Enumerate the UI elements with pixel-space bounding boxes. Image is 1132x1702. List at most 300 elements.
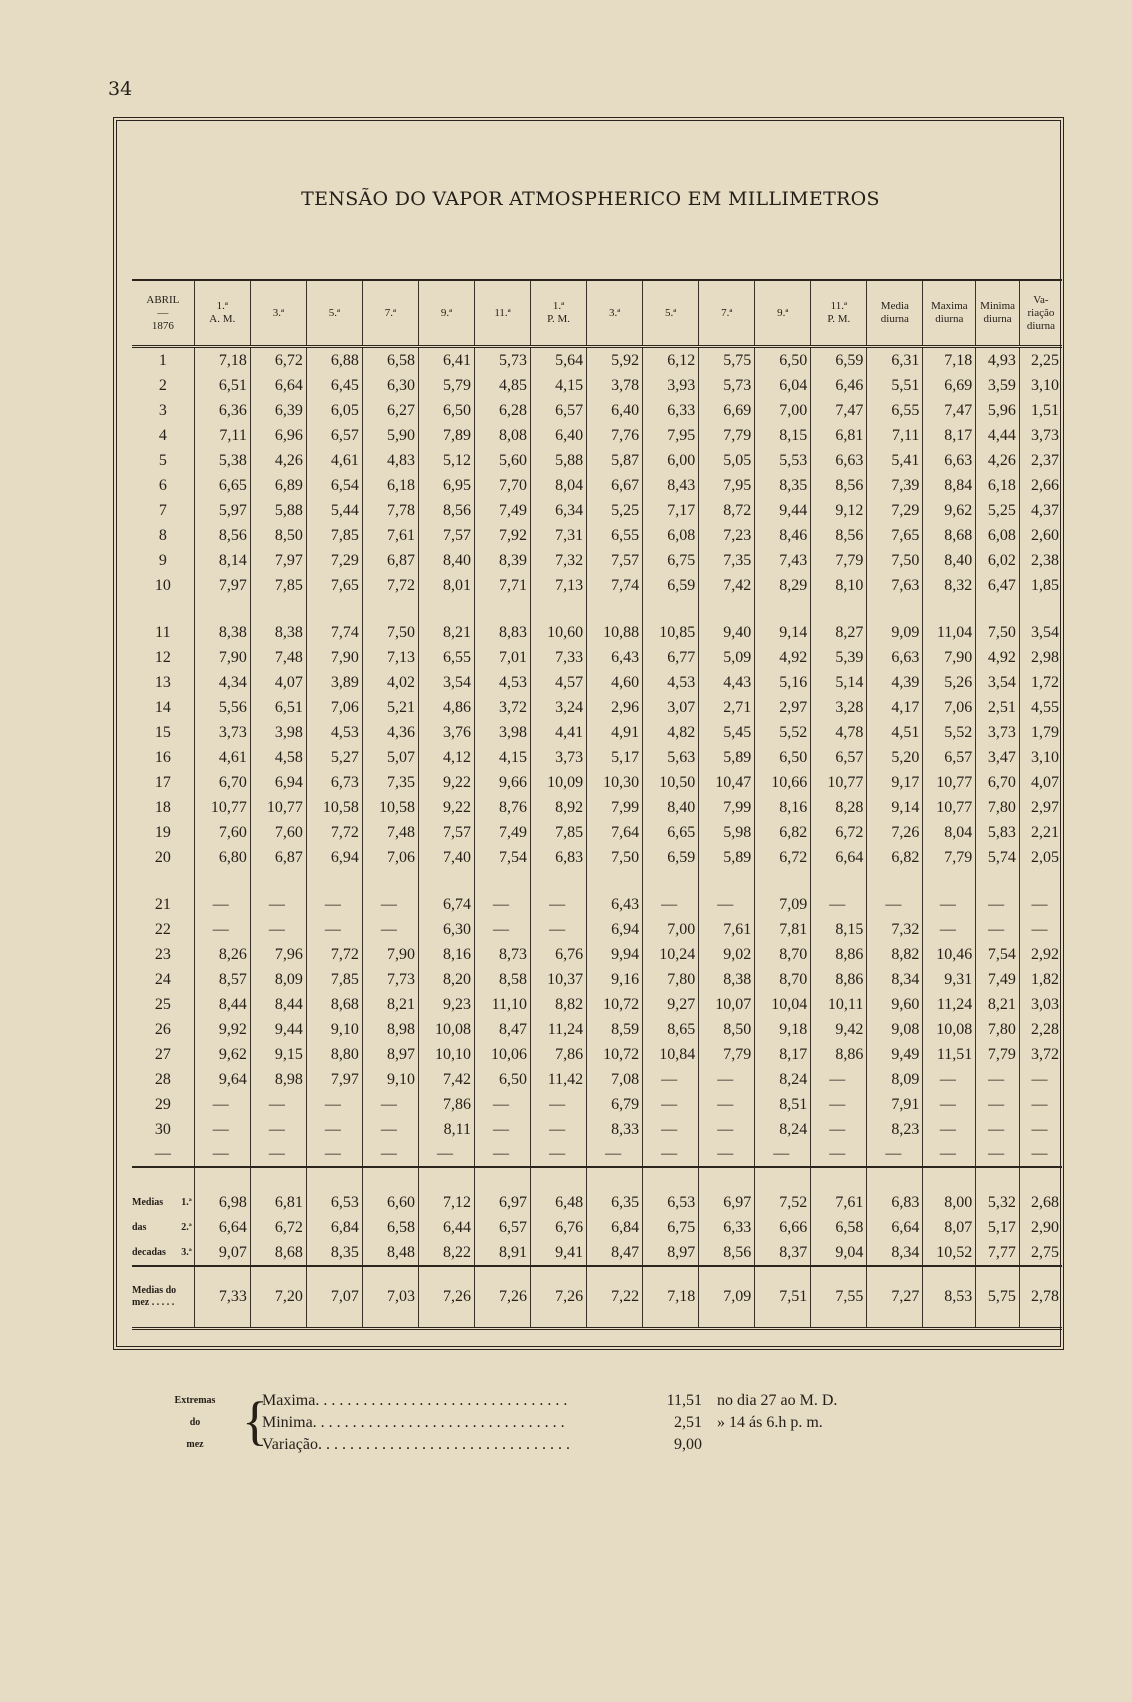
- value-cell: 8,51: [755, 1092, 811, 1117]
- value-cell: 6,50: [755, 347, 811, 374]
- value-cell: 8,35: [306, 1240, 362, 1266]
- value-cell: 5,17: [976, 1215, 1020, 1240]
- value-cell: 5,44: [306, 498, 362, 523]
- value-cell: —: [699, 1142, 755, 1167]
- value-cell: 5,89: [699, 745, 755, 770]
- value-cell: 6,57: [531, 398, 587, 423]
- value-cell: 6,87: [362, 548, 418, 573]
- value-cell: 8,17: [923, 423, 976, 448]
- value-cell: 2,97: [755, 695, 811, 720]
- value-cell: 7,39: [867, 473, 923, 498]
- decade-gap: [132, 598, 1062, 620]
- value-cell: 6,40: [531, 423, 587, 448]
- value-cell: 5,51: [867, 373, 923, 398]
- value-cell: 4,07: [1019, 770, 1062, 795]
- table-row: [132, 795, 1062, 820]
- value-cell: 7,90: [194, 645, 250, 670]
- value-cell: 8,34: [867, 967, 923, 992]
- value-cell: 6,94: [306, 845, 362, 870]
- value-cell: 9,42: [811, 1017, 867, 1042]
- value-cell: 9,07: [194, 1240, 250, 1266]
- value-cell: 7,50: [362, 620, 418, 645]
- value-cell: —: [475, 892, 531, 917]
- value-cell: —: [811, 1117, 867, 1142]
- day-cell: 10: [154, 576, 171, 594]
- value-cell: 8,48: [362, 1240, 418, 1266]
- value-cell: 7,12: [418, 1190, 474, 1215]
- table-row: [132, 448, 1062, 473]
- value-cell: —: [306, 892, 362, 917]
- value-cell: 9,14: [867, 795, 923, 820]
- value-cell: 7,65: [867, 523, 923, 548]
- value-cell: 4,41: [531, 720, 587, 745]
- value-cell: 2,96: [587, 695, 643, 720]
- value-cell: 4,36: [362, 720, 418, 745]
- value-cell: 2,98: [1019, 645, 1062, 670]
- value-cell: —: [643, 1142, 699, 1167]
- value-cell: 4,85: [475, 373, 531, 398]
- extreme-maxima: Maxima. . . . . . . . . . . . . . . . . . . . . . . . . . . . . . . . 11,51 no dia 27 ao M. D.: [262, 1392, 838, 1409]
- value-cell: —: [643, 1117, 699, 1142]
- value-cell: 10,24: [643, 942, 699, 967]
- value-cell: 8,59: [587, 1017, 643, 1042]
- value-cell: 8,21: [362, 992, 418, 1017]
- value-cell: 7,42: [418, 1067, 474, 1092]
- value-cell: 6,57: [811, 745, 867, 770]
- value-cell: 7,86: [418, 1092, 474, 1117]
- value-cell: 9,64: [194, 1067, 250, 1092]
- header-row: [132, 280, 1062, 347]
- value-cell: 6,65: [194, 473, 250, 498]
- value-cell: 6,94: [587, 917, 643, 942]
- day-cell: 23: [154, 945, 171, 963]
- value-cell: —: [976, 1092, 1020, 1117]
- value-cell: 9,22: [418, 770, 474, 795]
- value-cell: 5,75: [699, 347, 755, 374]
- value-cell: 6,51: [250, 695, 306, 720]
- value-cell: 8,83: [475, 620, 531, 645]
- value-cell: 6,46: [811, 373, 867, 398]
- table-row: [132, 347, 1062, 374]
- value-cell: 6,36: [194, 398, 250, 423]
- value-cell: 5,73: [475, 347, 531, 374]
- value-cell: 4,26: [250, 448, 306, 473]
- value-cell: 8,38: [194, 620, 250, 645]
- value-cell: —: [194, 1117, 250, 1142]
- value-cell: 6,02: [976, 548, 1020, 573]
- value-cell: 6,39: [250, 398, 306, 423]
- value-cell: 4,58: [250, 745, 306, 770]
- value-cell: 9,44: [755, 498, 811, 523]
- value-cell: 8,47: [587, 1240, 643, 1266]
- value-cell: 7,13: [531, 573, 587, 598]
- value-cell: 10,58: [306, 795, 362, 820]
- value-cell: 7,06: [362, 845, 418, 870]
- value-cell: 11,10: [475, 992, 531, 1017]
- value-cell: 5,27: [306, 745, 362, 770]
- value-cell: 8,84: [923, 473, 976, 498]
- value-cell: 7,60: [194, 820, 250, 845]
- table-row: [132, 620, 1062, 645]
- month-average-row: [132, 1266, 1062, 1329]
- value-cell: 7,64: [587, 820, 643, 845]
- value-cell: 5,32: [976, 1190, 1020, 1215]
- value-cell: 6,47: [976, 573, 1020, 598]
- value-cell: 7,95: [699, 473, 755, 498]
- value-cell: 6,83: [531, 845, 587, 870]
- value-cell: 4,15: [531, 373, 587, 398]
- value-cell: 3,28: [811, 695, 867, 720]
- value-cell: 7,91: [867, 1092, 923, 1117]
- value-cell: 9,44: [250, 1017, 306, 1042]
- value-cell: —: [1019, 1117, 1062, 1142]
- value-cell: 7,26: [475, 1266, 531, 1329]
- value-cell: 10,47: [699, 770, 755, 795]
- value-cell: 4,60: [587, 670, 643, 695]
- value-cell: —: [194, 1142, 250, 1167]
- value-cell: 6,27: [362, 398, 418, 423]
- day-cell: 3: [158, 401, 167, 419]
- value-cell: 2,66: [1019, 473, 1062, 498]
- value-cell: —: [699, 892, 755, 917]
- table-row: [132, 670, 1062, 695]
- value-cell: 7,50: [587, 845, 643, 870]
- value-cell: 8,50: [699, 1017, 755, 1042]
- value-cell: 7,48: [250, 645, 306, 670]
- value-cell: 2,71: [699, 695, 755, 720]
- value-cell: 10,77: [194, 795, 250, 820]
- value-cell: 4,02: [362, 670, 418, 695]
- value-cell: —: [250, 1092, 306, 1117]
- value-cell: 8,40: [418, 548, 474, 573]
- value-cell: 6,43: [587, 645, 643, 670]
- value-cell: 7,08: [587, 1067, 643, 1092]
- value-cell: 6,50: [475, 1067, 531, 1092]
- value-cell: 7,01: [475, 645, 531, 670]
- value-cell: 5,63: [643, 745, 699, 770]
- table-row: [132, 942, 1062, 967]
- value-cell: 3,73: [531, 745, 587, 770]
- value-cell: 8,97: [362, 1042, 418, 1067]
- value-cell: 8,46: [755, 523, 811, 548]
- value-cell: 6,53: [306, 1190, 362, 1215]
- day-cell: 15: [154, 723, 171, 741]
- value-cell: —: [531, 1142, 587, 1167]
- value-cell: 6,57: [923, 745, 976, 770]
- value-cell: 6,59: [643, 845, 699, 870]
- value-cell: —: [531, 1092, 587, 1117]
- value-cell: 5,79: [418, 373, 474, 398]
- value-cell: 6,82: [867, 845, 923, 870]
- value-cell: 8,44: [194, 992, 250, 1017]
- table-row: [132, 967, 1062, 992]
- value-cell: 10,09: [531, 770, 587, 795]
- table-body: [132, 347, 1062, 1329]
- value-cell: —: [194, 1092, 250, 1117]
- value-cell: 6,35: [587, 1190, 643, 1215]
- value-cell: 8,50: [250, 523, 306, 548]
- value-cell: —: [306, 1117, 362, 1142]
- value-cell: 8,92: [531, 795, 587, 820]
- value-cell: 6,75: [643, 548, 699, 573]
- table-row: [132, 1017, 1062, 1042]
- value-cell: 9,66: [475, 770, 531, 795]
- value-cell: 4,53: [475, 670, 531, 695]
- value-cell: 6,84: [587, 1215, 643, 1240]
- value-cell: 6,95: [418, 473, 474, 498]
- day-cell: 9: [158, 551, 167, 569]
- value-cell: 11,51: [923, 1042, 976, 1067]
- value-cell: 4,57: [531, 670, 587, 695]
- value-cell: 2,92: [1019, 942, 1062, 967]
- value-cell: 7,26: [867, 820, 923, 845]
- value-cell: 8,82: [531, 992, 587, 1017]
- value-cell: 6,58: [362, 347, 418, 374]
- value-cell: 8,20: [418, 967, 474, 992]
- value-cell: 8,40: [923, 548, 976, 573]
- value-cell: 7,09: [699, 1266, 755, 1329]
- value-cell: 1,82: [1019, 967, 1062, 992]
- value-cell: 7,03: [362, 1266, 418, 1329]
- value-cell: 11,24: [531, 1017, 587, 1042]
- value-cell: 7,72: [306, 820, 362, 845]
- value-cell: 6,69: [699, 398, 755, 423]
- value-cell: —: [643, 892, 699, 917]
- day-cell: 28: [154, 1070, 171, 1088]
- decade-average-row: [132, 1240, 1062, 1266]
- value-cell: 8,56: [699, 1240, 755, 1266]
- value-cell: 7,99: [587, 795, 643, 820]
- value-cell: 10,88: [587, 620, 643, 645]
- value-cell: —: [867, 892, 923, 917]
- value-cell: 7,90: [923, 645, 976, 670]
- value-cell: 1,51: [1019, 398, 1062, 423]
- value-cell: 9,17: [867, 770, 923, 795]
- value-cell: 6,54: [306, 473, 362, 498]
- value-cell: 8,56: [194, 523, 250, 548]
- value-cell: 4,43: [699, 670, 755, 695]
- decade-average-row: [132, 1215, 1062, 1240]
- value-cell: 6,00: [643, 448, 699, 473]
- value-cell: 2,21: [1019, 820, 1062, 845]
- value-cell: 8,97: [643, 1240, 699, 1266]
- value-cell: 7,11: [867, 423, 923, 448]
- value-cell: 2,78: [1019, 1266, 1062, 1329]
- table-row: [132, 770, 1062, 795]
- value-cell: 7,73: [362, 967, 418, 992]
- value-cell: 4,34: [194, 670, 250, 695]
- value-cell: 9,60: [867, 992, 923, 1017]
- value-cell: 7,18: [194, 347, 250, 374]
- value-cell: —: [250, 1142, 306, 1167]
- value-cell: 3,98: [475, 720, 531, 745]
- day-cell: 22: [154, 920, 171, 938]
- value-cell: 8,40: [643, 795, 699, 820]
- value-cell: 5,52: [755, 720, 811, 745]
- value-cell: 7,35: [362, 770, 418, 795]
- value-cell: 6,65: [643, 820, 699, 845]
- value-cell: 5,73: [699, 373, 755, 398]
- value-cell: 1,72: [1019, 670, 1062, 695]
- value-cell: 8,24: [755, 1067, 811, 1092]
- value-cell: 4,61: [194, 745, 250, 770]
- value-cell: 7,27: [867, 1266, 923, 1329]
- value-cell: 6,64: [250, 373, 306, 398]
- value-cell: 1,79: [1019, 720, 1062, 745]
- value-cell: —: [976, 892, 1020, 917]
- value-cell: 7,81: [755, 917, 811, 942]
- value-cell: 7,90: [306, 645, 362, 670]
- value-cell: 6,63: [811, 448, 867, 473]
- value-cell: 7,06: [923, 695, 976, 720]
- value-cell: 10,52: [923, 1240, 976, 1266]
- value-cell: 6,97: [699, 1190, 755, 1215]
- value-cell: 6,45: [306, 373, 362, 398]
- value-cell: 4,82: [643, 720, 699, 745]
- value-cell: 10,58: [362, 795, 418, 820]
- value-cell: 2,05: [1019, 845, 1062, 870]
- value-cell: 6,33: [699, 1215, 755, 1240]
- decade-label: Medias 1.ª: [132, 1196, 192, 1208]
- value-cell: 8,16: [418, 942, 474, 967]
- value-cell: 7,79: [923, 845, 976, 870]
- value-cell: 4,78: [811, 720, 867, 745]
- value-cell: —: [923, 892, 976, 917]
- value-cell: 8,04: [923, 820, 976, 845]
- value-cell: 8,17: [755, 1042, 811, 1067]
- value-cell: 7,61: [362, 523, 418, 548]
- value-cell: 8,58: [475, 967, 531, 992]
- value-cell: 5,21: [362, 695, 418, 720]
- value-cell: 6,55: [867, 398, 923, 423]
- value-cell: 7,40: [418, 845, 474, 870]
- extreme-variacao: Variação. . . . . . . . . . . . . . . . . . . . . . . . . . . . . . . . 9,00: [262, 1436, 702, 1453]
- value-cell: 7,90: [362, 942, 418, 967]
- value-cell: 7,49: [475, 820, 531, 845]
- value-cell: —: [250, 892, 306, 917]
- value-cell: 7,79: [699, 423, 755, 448]
- value-cell: 8,56: [811, 473, 867, 498]
- value-cell: 7,33: [531, 645, 587, 670]
- day-cell: 30: [154, 1120, 171, 1138]
- value-cell: 8,23: [867, 1117, 923, 1142]
- value-cell: 8,04: [531, 473, 587, 498]
- value-cell: 2,25: [1019, 347, 1062, 374]
- value-cell: 9,02: [699, 942, 755, 967]
- value-cell: 8,44: [250, 992, 306, 1017]
- value-cell: 6,64: [867, 1215, 923, 1240]
- value-cell: 10,08: [418, 1017, 474, 1042]
- value-cell: —: [699, 1117, 755, 1142]
- value-cell: —: [475, 1092, 531, 1117]
- value-cell: —: [923, 1067, 976, 1092]
- value-cell: 4,53: [643, 670, 699, 695]
- value-cell: 7,54: [475, 845, 531, 870]
- value-cell: 3,89: [306, 670, 362, 695]
- value-cell: 9,22: [418, 795, 474, 820]
- value-cell: 6,44: [418, 1215, 474, 1240]
- day-cell: 4: [158, 426, 167, 444]
- value-cell: 5,39: [811, 645, 867, 670]
- value-cell: 7,42: [699, 573, 755, 598]
- value-cell: 8,38: [250, 620, 306, 645]
- value-cell: 4,92: [976, 645, 1020, 670]
- value-cell: 7,85: [531, 820, 587, 845]
- value-cell: 5,05: [699, 448, 755, 473]
- value-cell: —: [1019, 1092, 1062, 1117]
- value-cell: 6,18: [976, 473, 1020, 498]
- day-cell: 18: [154, 798, 171, 816]
- value-cell: 7,85: [306, 967, 362, 992]
- value-cell: 9,09: [867, 620, 923, 645]
- value-cell: 7,20: [250, 1266, 306, 1329]
- col-header: 3.ª: [250, 280, 306, 347]
- value-cell: —: [362, 1092, 418, 1117]
- col-header: 9.ª: [418, 280, 474, 347]
- value-cell: 7,43: [755, 548, 811, 573]
- value-cell: 5,53: [755, 448, 811, 473]
- value-cell: 10,77: [923, 795, 976, 820]
- value-cell: 6,84: [306, 1215, 362, 1240]
- value-cell: 8,56: [418, 498, 474, 523]
- value-cell: 9,49: [867, 1042, 923, 1067]
- value-cell: 10,50: [643, 770, 699, 795]
- value-cell: 10,77: [811, 770, 867, 795]
- value-cell: 7,79: [976, 1042, 1020, 1067]
- value-cell: 9,92: [194, 1017, 250, 1042]
- page-title: TENSÃO DO VAPOR ATMOSPHERICO EM MILLIMETROS: [301, 188, 880, 210]
- value-cell: 8,86: [811, 942, 867, 967]
- value-cell: 6,43: [587, 892, 643, 917]
- value-cell: —: [531, 1117, 587, 1142]
- value-cell: 6,18: [362, 473, 418, 498]
- value-cell: 6,55: [418, 645, 474, 670]
- value-cell: 8,53: [923, 1266, 976, 1329]
- col-header: Maxima diurna: [923, 280, 976, 347]
- value-cell: 5,96: [976, 398, 1020, 423]
- value-cell: 7,80: [976, 795, 1020, 820]
- value-cell: 2,68: [1019, 1190, 1062, 1215]
- value-cell: 5,45: [699, 720, 755, 745]
- table-row: [132, 473, 1062, 498]
- value-cell: 4,86: [418, 695, 474, 720]
- value-cell: 6,79: [587, 1092, 643, 1117]
- value-cell: 7,61: [699, 917, 755, 942]
- value-cell: 3,07: [643, 695, 699, 720]
- value-cell: 5,14: [811, 670, 867, 695]
- value-cell: 4,15: [475, 745, 531, 770]
- value-cell: 7,49: [976, 967, 1020, 992]
- value-cell: 7,35: [699, 548, 755, 573]
- day-cell: —: [132, 1142, 194, 1167]
- value-cell: 6,87: [250, 845, 306, 870]
- value-cell: 5,26: [923, 670, 976, 695]
- value-cell: 8,68: [306, 992, 362, 1017]
- day-cell: 20: [154, 848, 171, 866]
- value-cell: —: [531, 917, 587, 942]
- table-row: [132, 573, 1062, 598]
- value-cell: 4,53: [306, 720, 362, 745]
- value-cell: —: [362, 1142, 418, 1167]
- value-cell: 5,12: [418, 448, 474, 473]
- table-row: [132, 1142, 1062, 1167]
- table-row: [132, 745, 1062, 770]
- value-cell: 9,41: [531, 1240, 587, 1266]
- value-cell: 7,18: [923, 347, 976, 374]
- value-cell: 6,50: [418, 398, 474, 423]
- value-cell: 9,10: [362, 1067, 418, 1092]
- value-cell: 6,30: [362, 373, 418, 398]
